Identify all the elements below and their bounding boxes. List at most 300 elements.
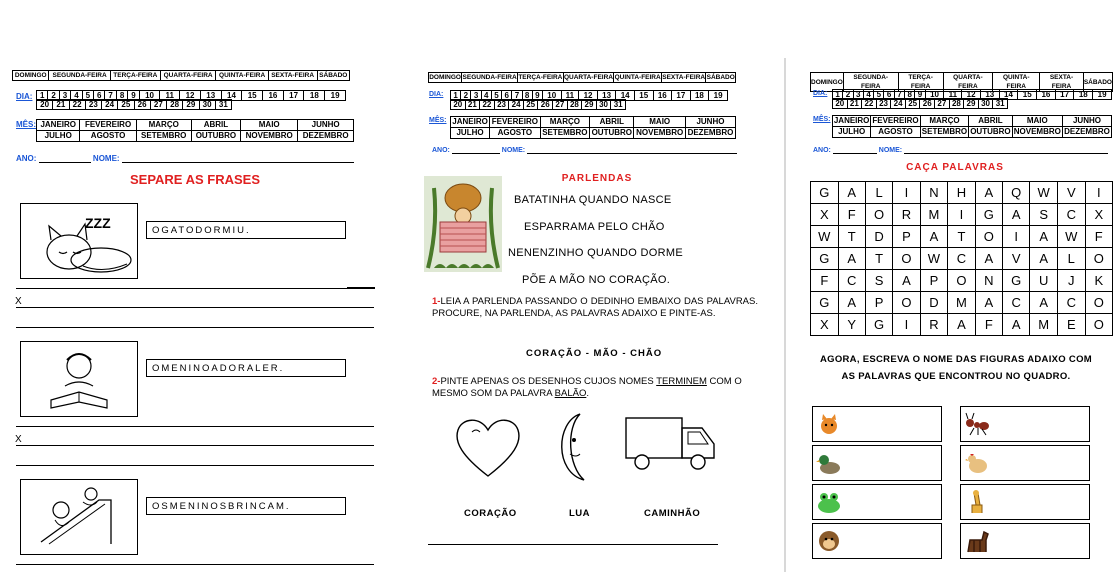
grid-letter[interactable]: A bbox=[975, 182, 1002, 204]
day-cell: 4 bbox=[863, 90, 873, 100]
day-cell: 22 bbox=[862, 99, 877, 109]
month-cell: MARÇO bbox=[920, 116, 969, 127]
grid-letter[interactable]: T bbox=[948, 226, 975, 248]
day-cell: 4 bbox=[71, 91, 82, 101]
grid-letter[interactable]: H bbox=[948, 182, 975, 204]
grid-letter[interactable]: V bbox=[1057, 182, 1085, 204]
day-cell: 18 bbox=[1074, 90, 1093, 100]
months-table bbox=[450, 116, 736, 139]
grid-letter[interactable]: A bbox=[975, 248, 1002, 270]
day-cell: 14 bbox=[999, 90, 1018, 100]
x-mark: X bbox=[15, 296, 22, 307]
grid-letter[interactable]: I bbox=[948, 204, 975, 226]
months-table bbox=[832, 115, 1112, 138]
day-cell: 27 bbox=[935, 99, 950, 109]
day-cell: 3 bbox=[853, 90, 863, 100]
day-cell: 18 bbox=[304, 91, 325, 101]
day-cell: 21 bbox=[53, 100, 69, 110]
worksheet-separe-frases bbox=[0, 0, 390, 572]
ano-label: ANO: bbox=[813, 147, 831, 154]
grid-letter[interactable]: N bbox=[920, 182, 948, 204]
answer-line-1[interactable] bbox=[16, 307, 374, 308]
grid-letter[interactable]: L bbox=[865, 182, 892, 204]
weekday-cell: SEGUNDA-FEIRA bbox=[843, 73, 898, 92]
grid-letter[interactable]: A bbox=[893, 270, 920, 292]
day-cell: 1 bbox=[37, 91, 48, 101]
grid-letter[interactable]: C bbox=[1057, 292, 1085, 314]
dia-label: DIA: bbox=[813, 90, 828, 97]
day-cell: 26 bbox=[920, 99, 935, 109]
day-cell: 6 bbox=[94, 91, 105, 101]
poem-line-3: NENENZINHO QUANDO DORME bbox=[508, 247, 683, 259]
nome-field[interactable] bbox=[904, 145, 1108, 154]
answer-box[interactable] bbox=[812, 406, 942, 442]
grid-letter[interactable]: X bbox=[1085, 204, 1112, 226]
grid-letter[interactable]: P bbox=[893, 226, 920, 248]
day-cell: 10 bbox=[139, 91, 160, 101]
truck-icon[interactable] bbox=[622, 414, 718, 474]
day-cell: 16 bbox=[263, 91, 284, 101]
weekday-cell: SÁBADO bbox=[1083, 73, 1112, 92]
grid-letter[interactable]: A bbox=[1003, 204, 1030, 226]
grid-letter[interactable]: F bbox=[838, 204, 865, 226]
month-cell: FEVEREIRO bbox=[490, 117, 541, 128]
sentence-box-3: OSMENINOSBRINCAM. bbox=[146, 497, 346, 515]
grid-letter[interactable]: A bbox=[1030, 226, 1058, 248]
ant-icon bbox=[964, 411, 990, 437]
grid-letter[interactable]: J bbox=[1057, 270, 1085, 292]
day-cell: 24 bbox=[509, 100, 524, 110]
day-cell: 8 bbox=[116, 91, 127, 101]
grid-letter[interactable]: D bbox=[865, 226, 892, 248]
day-cell: 17 bbox=[283, 91, 304, 101]
day-cell: 16 bbox=[1037, 90, 1056, 100]
grid-letter[interactable]: A bbox=[1030, 292, 1058, 314]
sheet-divider bbox=[784, 58, 786, 572]
worksheet-parlendas bbox=[412, 0, 772, 572]
grid-letter[interactable]: C bbox=[948, 248, 975, 270]
grid-row bbox=[811, 182, 1113, 204]
day-cell: 21 bbox=[847, 99, 862, 109]
day-cell: 23 bbox=[85, 100, 101, 110]
day-cell: 22 bbox=[69, 100, 85, 110]
day-cell: 5 bbox=[491, 91, 501, 101]
weekday-cell: SÁBADO bbox=[317, 71, 349, 81]
day-cell: 30 bbox=[199, 100, 215, 110]
grid-letter[interactable]: G bbox=[975, 204, 1002, 226]
grid-letter[interactable]: G bbox=[811, 292, 839, 314]
grid-letter[interactable]: O bbox=[893, 248, 920, 270]
month-cell: AGOSTO bbox=[490, 128, 541, 139]
weekday-cell: DOMINGO bbox=[429, 74, 461, 81]
day-cell: 16 bbox=[653, 91, 672, 101]
grid-letter[interactable]: K bbox=[1085, 270, 1112, 292]
grid-row bbox=[811, 204, 1113, 226]
month-cell: JANEIRO bbox=[833, 116, 870, 125]
month-cell: FEVEREIRO bbox=[872, 116, 919, 125]
nome-field[interactable] bbox=[527, 145, 737, 154]
duck-icon bbox=[816, 450, 842, 476]
giraffe-icon bbox=[964, 489, 990, 515]
day-cell: 30 bbox=[978, 99, 993, 109]
grid-letter[interactable]: D bbox=[920, 292, 948, 314]
question-1: 1-LEIA A PARLENDA PASSANDO O DEDINHO EMBAIXO DAS PALAVRAS. PROCURE, NA PARLENDA, AS PALAVRAS ADAIXO E PINTE-AS. bbox=[432, 296, 758, 319]
day-cell: 8 bbox=[522, 91, 532, 101]
svg-text:ZZZ: ZZZ bbox=[85, 215, 111, 231]
month-cell: NOVEMBRO bbox=[1013, 127, 1061, 136]
answer-box[interactable] bbox=[812, 484, 942, 520]
day-cell: 29 bbox=[964, 99, 979, 109]
grid-letter[interactable]: Q bbox=[1003, 182, 1030, 204]
answer-box[interactable] bbox=[960, 445, 1090, 481]
weekday-cell: QUINTA-FEIRA bbox=[216, 71, 268, 81]
cat-icon bbox=[816, 411, 842, 437]
day-cell: 6 bbox=[502, 91, 512, 101]
day-cell: 31 bbox=[611, 100, 626, 110]
grid-letter[interactable]: S bbox=[1030, 204, 1058, 226]
grid-letter[interactable]: A bbox=[838, 248, 865, 270]
day-cell: 20 bbox=[833, 99, 848, 109]
kids-playing-picture bbox=[20, 479, 138, 555]
weekday-cell: SEGUNDA-FEIRA bbox=[462, 74, 517, 81]
answer-box[interactable] bbox=[812, 445, 942, 481]
month-cell: JANEIRO bbox=[452, 117, 488, 126]
month-cell: MAIO bbox=[1012, 116, 1062, 127]
day-cell: 29 bbox=[582, 100, 597, 110]
day-cell: 22 bbox=[480, 100, 495, 110]
page-title: SEPARE AS FRASES bbox=[129, 172, 261, 187]
grid-letter[interactable]: O bbox=[1085, 314, 1112, 336]
day-cell: 1 bbox=[833, 90, 843, 100]
grid-letter[interactable]: C bbox=[1057, 204, 1085, 226]
sleeping-cat-picture bbox=[20, 203, 138, 279]
day-cell: 21 bbox=[465, 100, 480, 110]
answer-box[interactable] bbox=[960, 406, 1090, 442]
day-cell: 17 bbox=[672, 91, 691, 101]
nome-label: NOME: bbox=[878, 147, 903, 154]
mes-label: MÊS: bbox=[16, 120, 36, 129]
grid-letter[interactable]: G bbox=[811, 248, 839, 270]
page-title: PARLENDAS bbox=[561, 173, 633, 184]
grid-letter[interactable]: O bbox=[948, 270, 975, 292]
day-cell: 12 bbox=[579, 91, 598, 101]
month-cell: DEZEMBRO bbox=[298, 131, 354, 142]
month-cell: JANEIRO bbox=[37, 120, 80, 131]
weekday-cell: SEXTA-FEIRA bbox=[662, 74, 706, 81]
write-prompt: AGORA, ESCREVA O NOME DAS FIGURAS ADAIXO COM AS PALAVRAS QUE ENCONTROU NO QUADRO. bbox=[819, 354, 1092, 382]
caption-moon: LUA bbox=[569, 508, 591, 519]
day-cell: 3 bbox=[59, 91, 70, 101]
month-cell: JULHO bbox=[37, 131, 80, 142]
grid-letter[interactable]: M bbox=[948, 292, 975, 314]
grid-letter[interactable]: A bbox=[948, 314, 975, 336]
ano-nome-line bbox=[16, 154, 354, 163]
grid-letter[interactable]: R bbox=[920, 314, 948, 336]
month-cell: OUTUBRO bbox=[191, 131, 240, 142]
grid-letter[interactable]: W bbox=[1057, 226, 1085, 248]
month-cell: MARÇO bbox=[136, 120, 191, 131]
answer-box[interactable] bbox=[960, 484, 1090, 520]
month-cell: JULHO bbox=[451, 128, 490, 139]
chicken-icon bbox=[964, 450, 990, 476]
day-cell: 30 bbox=[596, 100, 611, 110]
day-cell: 28 bbox=[949, 99, 964, 109]
question-2: 2-PINTE APENAS OS DESENHOS CUJOS NOMES TERMINEM COM O MESMO SOM DA PALAVRA BALÃO. bbox=[432, 376, 742, 399]
page-title: CAÇA PALAVRAS bbox=[906, 162, 1004, 173]
month-cell: JUNHO bbox=[298, 120, 354, 131]
grid-row bbox=[811, 226, 1113, 248]
day-cell: 20 bbox=[451, 100, 466, 110]
answer-box[interactable] bbox=[960, 523, 1090, 559]
month-cell: SETEMBRO bbox=[540, 128, 590, 139]
day-cell: 25 bbox=[118, 100, 134, 110]
grid-letter[interactable]: F bbox=[975, 314, 1002, 336]
day-cell: 12 bbox=[962, 90, 981, 100]
grid-letter[interactable]: F bbox=[811, 270, 839, 292]
caption-truck: CAMINHÃO bbox=[644, 508, 701, 519]
weekday-cell: TERÇA-FEIRA bbox=[110, 71, 160, 81]
cat-icon bbox=[21, 204, 137, 278]
grid-letter[interactable]: N bbox=[975, 270, 1002, 292]
weekday-cell: SÁBADO bbox=[706, 74, 735, 81]
month-cell: OUTUBRO bbox=[591, 128, 633, 137]
weekday-cell: TERÇA-FEIRA bbox=[518, 74, 563, 81]
nome-label: NOME: bbox=[501, 147, 526, 154]
day-cell: 19 bbox=[1093, 90, 1112, 100]
grid-letter[interactable]: R bbox=[893, 204, 920, 226]
day-cell: 8 bbox=[905, 90, 915, 100]
grid-letter[interactable]: G bbox=[811, 182, 839, 204]
day-cell: 25 bbox=[523, 100, 538, 110]
day-cell: 1 bbox=[451, 91, 461, 101]
grid-letter[interactable]: L bbox=[1057, 248, 1085, 270]
month-cell: NOVEMBRO bbox=[634, 128, 685, 139]
grid-letter[interactable]: X bbox=[811, 204, 839, 226]
day-cell: 4 bbox=[481, 91, 491, 101]
grid-row bbox=[811, 270, 1113, 292]
grid-letter[interactable]: O bbox=[893, 292, 920, 314]
grid-letter[interactable]: P bbox=[865, 292, 892, 314]
day-cell: 12 bbox=[180, 91, 201, 101]
grid-letter[interactable]: A bbox=[1003, 314, 1030, 336]
weekday-table bbox=[428, 72, 736, 83]
day-cell: 6 bbox=[884, 90, 894, 100]
day-cell: 26 bbox=[134, 100, 150, 110]
day-cell: 11 bbox=[944, 90, 962, 100]
boy-reading-icon bbox=[21, 342, 137, 416]
month-cell: JUNHO bbox=[1062, 116, 1111, 127]
poem-line-4: PÕE A MÃO NO CORAÇÃO. bbox=[522, 274, 671, 286]
month-cell: DEZEMBRO bbox=[1064, 127, 1110, 136]
mes-label: MÊS: bbox=[813, 116, 831, 123]
day-cell: 28 bbox=[567, 100, 582, 110]
day-cell: 23 bbox=[494, 100, 509, 110]
month-cell: MARÇO bbox=[540, 117, 590, 128]
caption-heart: CORAÇÃO bbox=[464, 508, 517, 519]
answer-box[interactable] bbox=[812, 523, 942, 559]
grid-letter[interactable]: O bbox=[1085, 248, 1112, 270]
grid-letter[interactable]: A bbox=[920, 226, 948, 248]
day-cell: 7 bbox=[105, 91, 116, 101]
sentence-box-2: OMENINOADORALER. bbox=[146, 359, 346, 377]
month-cell: ABRIL bbox=[969, 116, 1012, 127]
day-cell: 23 bbox=[876, 99, 891, 109]
poem-line-2: ESPARRAMA PELO CHÃO bbox=[524, 221, 665, 233]
month-cell: JUNHO bbox=[685, 117, 735, 128]
moon-icon[interactable] bbox=[550, 410, 606, 484]
reading-boy-picture bbox=[20, 341, 138, 417]
grid-letter[interactable]: I bbox=[1085, 182, 1112, 204]
weekday-cell: DOMINGO bbox=[13, 71, 49, 81]
grid-letter[interactable]: T bbox=[865, 248, 892, 270]
day-cell: 26 bbox=[538, 100, 553, 110]
grid-letter[interactable]: G bbox=[1003, 270, 1030, 292]
grid-letter[interactable]: O bbox=[1085, 292, 1112, 314]
worksheet-caca-palavras bbox=[800, 0, 1113, 572]
grid-letter[interactable]: W bbox=[920, 248, 948, 270]
frog-icon bbox=[816, 489, 842, 515]
sentence-box-1: OGATODORMIU. bbox=[146, 221, 346, 239]
dia-label: DIA: bbox=[429, 91, 444, 98]
dia-label: DIA: bbox=[16, 92, 33, 101]
grid-letter[interactable]: O bbox=[865, 204, 892, 226]
grid-letter[interactable]: A bbox=[975, 292, 1002, 314]
day-cell: 7 bbox=[894, 90, 904, 100]
day-cell: 2 bbox=[48, 91, 59, 101]
grid-letter[interactable]: I bbox=[893, 182, 920, 204]
weekday-cell: SEXTA-FEIRA bbox=[1040, 73, 1084, 92]
day-cell: 3 bbox=[471, 91, 481, 101]
horse-icon bbox=[964, 528, 990, 554]
day-cell: 14 bbox=[616, 91, 635, 101]
day-cell: 15 bbox=[634, 91, 653, 101]
grid-letter[interactable]: I bbox=[1003, 226, 1030, 248]
day-cell: 14 bbox=[221, 91, 242, 101]
grid-letter[interactable]: U bbox=[1030, 270, 1058, 292]
month-cell: NOVEMBRO bbox=[241, 131, 298, 142]
potato-bed-picture bbox=[424, 176, 502, 272]
day-cell: 11 bbox=[561, 91, 579, 101]
day-cell: 31 bbox=[215, 100, 231, 110]
monkey-icon bbox=[816, 528, 842, 554]
day-cell: 27 bbox=[553, 100, 568, 110]
grid-row bbox=[811, 314, 1113, 336]
day-cell: 9 bbox=[128, 91, 139, 101]
weekday-cell: SEGUNDA-FEIRA bbox=[49, 71, 110, 81]
day-cell: 29 bbox=[183, 100, 199, 110]
day-cell: 31 bbox=[993, 99, 1008, 109]
grid-letter[interactable]: Y bbox=[838, 314, 865, 336]
day-cell: 24 bbox=[891, 99, 906, 109]
grid-letter[interactable]: W bbox=[811, 226, 839, 248]
day-cell: 15 bbox=[1018, 90, 1037, 100]
day-cell: 19 bbox=[709, 91, 728, 101]
day-cell: 5 bbox=[874, 90, 884, 100]
month-cell: SETEMBRO bbox=[921, 127, 968, 136]
ano-label: ANO: bbox=[16, 154, 37, 163]
x-mark: X bbox=[15, 434, 22, 445]
ano-nome-line bbox=[813, 145, 1108, 154]
weekday-cell: QUARTA-FEIRA bbox=[160, 71, 216, 81]
poem-line-1: BATATINHA QUANDO NASCE bbox=[514, 194, 672, 206]
grid-letter[interactable]: S bbox=[865, 270, 892, 292]
day-cell: 17 bbox=[1055, 90, 1074, 100]
day-cell: 19 bbox=[325, 91, 346, 101]
grid-letter[interactable]: E bbox=[1057, 314, 1085, 336]
day-cell: 2 bbox=[461, 91, 471, 101]
slide-icon bbox=[21, 480, 137, 554]
grid-letter[interactable]: A bbox=[838, 292, 865, 314]
days-table-row2 bbox=[450, 99, 626, 110]
grid-letter[interactable]: C bbox=[1003, 292, 1030, 314]
grid-row bbox=[811, 248, 1113, 270]
weekday-cell: DOMINGO bbox=[811, 73, 844, 92]
day-cell: 28 bbox=[167, 100, 183, 110]
grid-letter[interactable]: A bbox=[838, 182, 865, 204]
grid-letter[interactable]: F bbox=[1085, 226, 1112, 248]
month-cell: ABRIL bbox=[590, 117, 634, 128]
weekday-cell: SEXTA-FEIRA bbox=[268, 71, 317, 81]
day-cell: 27 bbox=[150, 100, 166, 110]
grid-letter[interactable]: T bbox=[838, 226, 865, 248]
heart-icon[interactable] bbox=[452, 412, 524, 480]
days-table-row2 bbox=[36, 99, 232, 110]
mes-label: MÊS: bbox=[429, 117, 447, 124]
weekday-table bbox=[12, 70, 350, 81]
grid-letter[interactable]: P bbox=[920, 270, 948, 292]
weekday-cell: TERÇA-FEIRA bbox=[898, 73, 943, 92]
month-cell: MAIO bbox=[241, 120, 298, 131]
day-cell: 9 bbox=[532, 91, 542, 101]
grid-letter[interactable]: M bbox=[920, 204, 948, 226]
nome-label: NOME: bbox=[92, 154, 120, 163]
grid-letter[interactable]: X bbox=[811, 314, 839, 336]
grid-letter[interactable]: I bbox=[893, 314, 920, 336]
day-cell: 18 bbox=[690, 91, 709, 101]
target-words: CORAÇÃO - MÃO - CHÃO bbox=[526, 348, 663, 359]
month-cell: AGOSTO bbox=[871, 127, 920, 138]
day-cell: 13 bbox=[980, 90, 999, 100]
weekday-cell: QUARTA-FEIRA bbox=[563, 74, 613, 81]
grid-letter[interactable]: C bbox=[838, 270, 865, 292]
day-cell: 10 bbox=[542, 91, 561, 101]
ano-nome-line bbox=[432, 145, 737, 154]
grid-letter[interactable]: W bbox=[1030, 182, 1058, 204]
month-cell: AGOSTO bbox=[80, 131, 136, 142]
grid-letter[interactable]: V bbox=[1003, 248, 1030, 270]
grid-letter[interactable]: G bbox=[865, 314, 892, 336]
weekday-cell: QUINTA-FEIRA bbox=[614, 74, 661, 81]
weekday-cell: QUINTA-FEIRA bbox=[993, 73, 1040, 92]
nome-field[interactable] bbox=[122, 154, 354, 163]
potato-baby-icon bbox=[424, 176, 502, 272]
days-table-row2 bbox=[832, 98, 1008, 109]
answer-line-2[interactable] bbox=[16, 445, 374, 446]
day-cell: 25 bbox=[905, 99, 920, 109]
months-table bbox=[36, 119, 354, 142]
month-cell: JULHO bbox=[833, 127, 871, 138]
month-cell: DEZEMBRO bbox=[685, 128, 735, 139]
day-cell: 13 bbox=[597, 91, 616, 101]
day-cell: 20 bbox=[37, 100, 53, 110]
month-cell: MAIO bbox=[634, 117, 685, 128]
grid-letter[interactable]: O bbox=[975, 226, 1002, 248]
grid-letter[interactable]: A bbox=[1030, 248, 1058, 270]
month-cell: ABRIL bbox=[191, 120, 240, 131]
day-cell: 2 bbox=[843, 90, 853, 100]
month-cell: OUTUBRO bbox=[970, 127, 1011, 136]
grid-letter[interactable]: M bbox=[1030, 314, 1058, 336]
